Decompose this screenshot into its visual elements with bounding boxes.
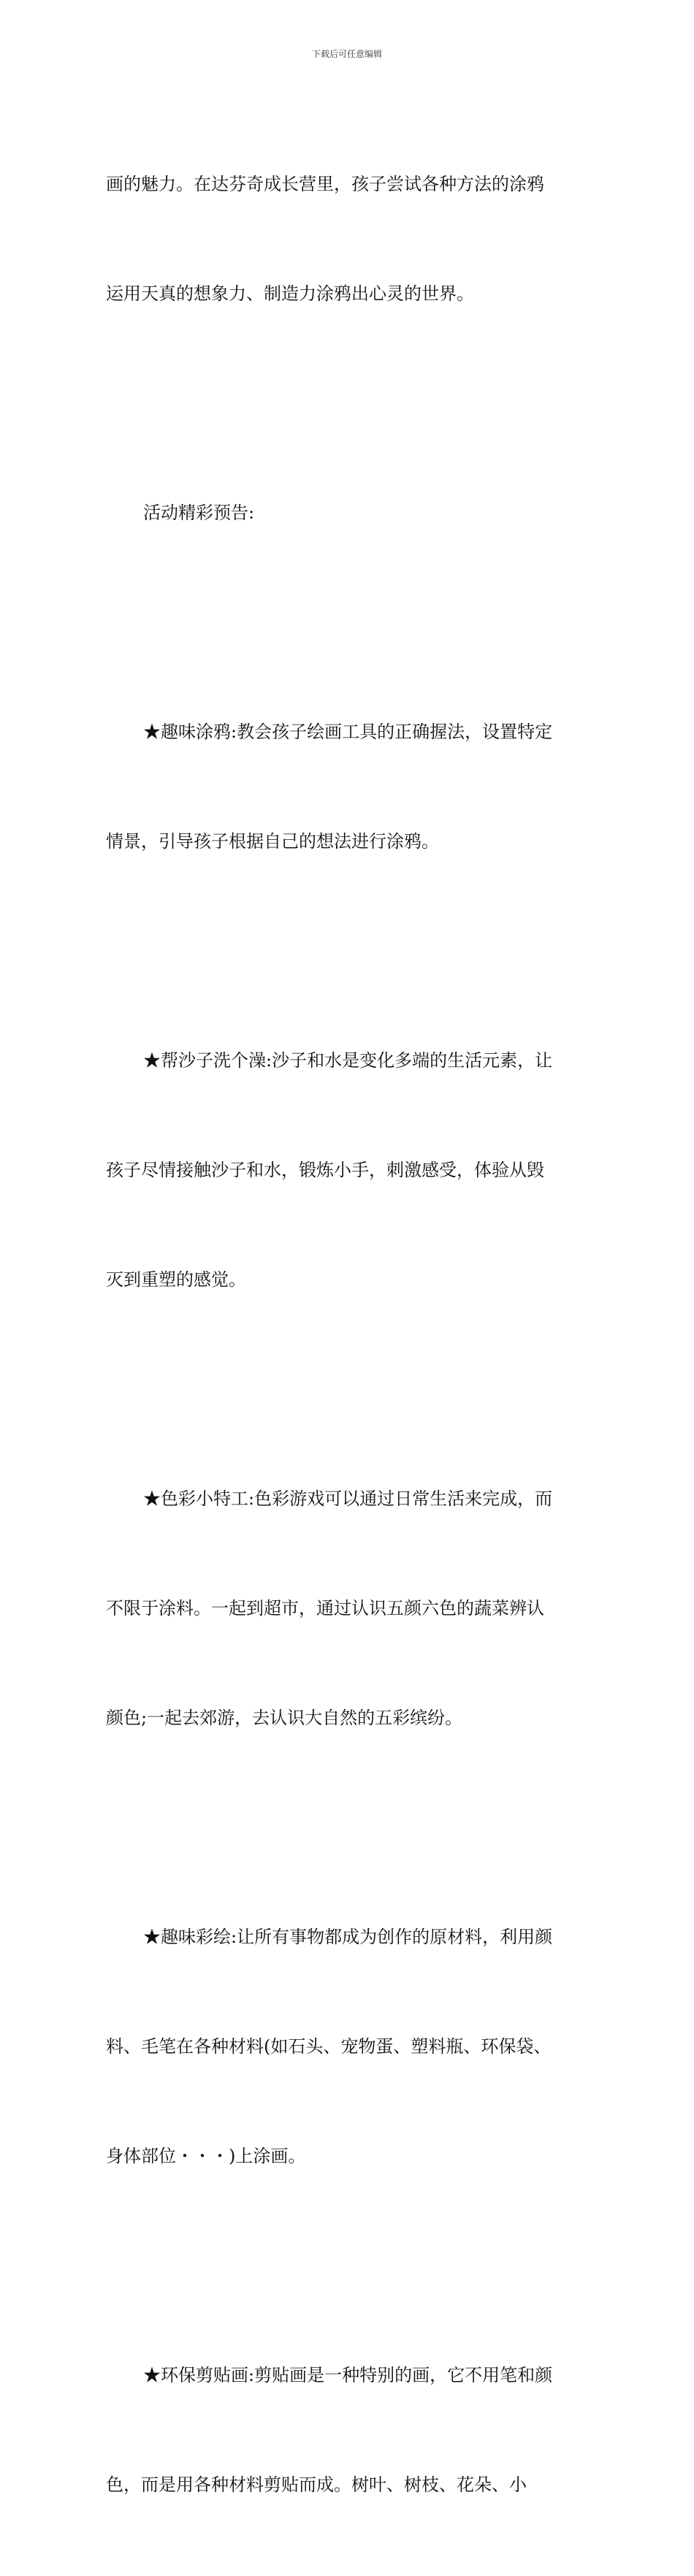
paragraph-gap [106,1371,590,1407]
text-line: 颜色;一起去郊游，去认识大自然的五彩缤纷。 [106,1708,463,1728]
text-line: ★帮沙子洗个澡:沙子和水是变化多端的生活元素，让 [143,1050,553,1071]
text-line: ★环保剪贴画:剪贴画是一种特别的画，它不用笔和颜 [143,2365,553,2385]
text-line: 运用天真的想象力、制造力涂鸦出心灵的世界。 [106,283,474,304]
paragraph-gap [106,604,590,641]
text-line: 身体部位・・・)上涂画。 [106,2146,306,2166]
activity-item [106,641,590,933]
text-line: 孩子尽情接触沙子和水，锻炼小手，刺激感受，体验从毁 [106,1160,544,1180]
activity-item [106,1407,590,1809]
text-line: 灭到重塑的感觉。 [106,1269,246,1290]
activity-item [106,2284,590,2576]
document-body [106,93,590,2576]
text-line: 不限于涂料。一起到超市，通过认识五颜六色的蔬菜辨认 [106,1598,544,1618]
text-line: ★趣味彩绘:让所有事物都成为创作的原材料，利用颜 [143,1927,553,1947]
paragraph-gap [106,2247,590,2284]
text-line: 活动精彩预告: [143,502,255,523]
paragraph [106,93,590,385]
activity-item [106,1846,590,2247]
text-line: ★色彩小特工:色彩游戏可以通过日常生活来完成，而 [143,1488,553,1509]
paragraph-gap [106,385,590,421]
text-line: 色，而是用各种材料剪贴而成。树叶、树枝、花朵、小 [106,2474,527,2495]
text-line: ★趣味涂鸦:教会孩子绘画工具的正确握法，设置特定 [143,722,553,742]
activity-item [106,969,590,1371]
page-header: 下载后可任意编辑 [311,49,382,59]
paragraph-gap [106,1809,590,1846]
text-line: 情景，引导孩子根据自己的想法进行涂鸦。 [106,831,439,852]
text-line: 画的魅力。在达芬奇成长营里，孩子尝试各种方法的涂鸦 [106,174,544,194]
text-line: 料、毛笔在各种材料(如石头、宠物蛋、塑料瓶、环保袋、 [106,2036,552,2057]
paragraph-gap [106,933,590,969]
section-heading [106,421,590,604]
